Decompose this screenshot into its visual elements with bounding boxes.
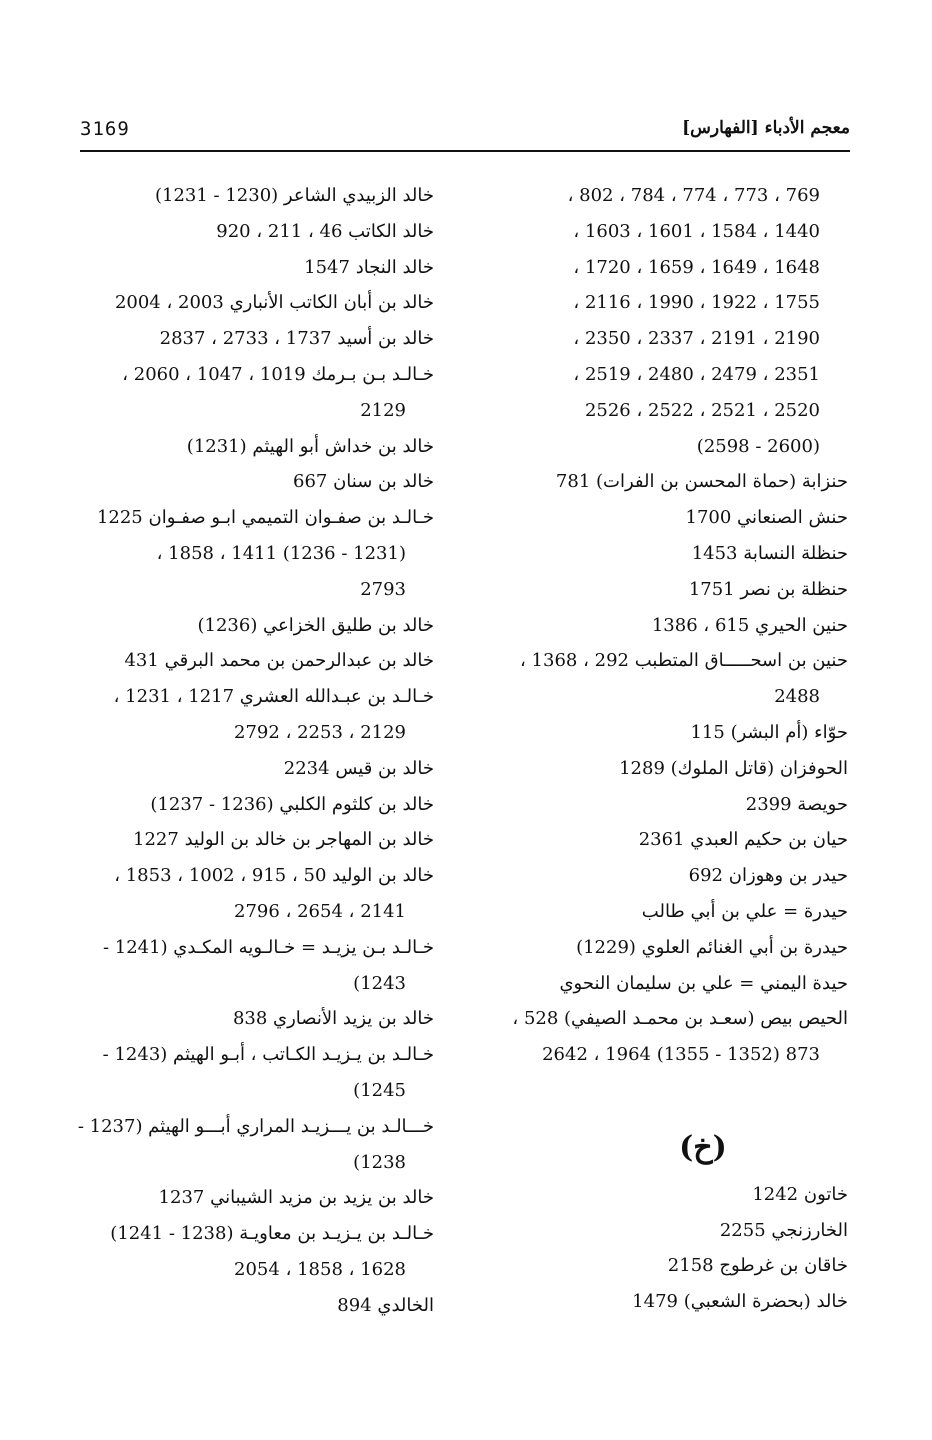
- index-entry: خالد الزبيدي الشاعر (1230 - 1231): [154, 185, 434, 206]
- index-entry: الخارزنجي 2255: [719, 1219, 848, 1241]
- index-entry: الحوفزان (قاتل الملوك) 1289: [619, 757, 848, 779]
- index-entry: حويصة 2399: [745, 793, 848, 815]
- index-entry: (2600 - 2598): [696, 435, 820, 457]
- index-entry: خالد بن يزيد بن مزيد الشيباني 1237: [158, 1187, 434, 1209]
- index-entry: خالد الكاتب 46 ، 211 ، 920: [216, 220, 434, 242]
- index-column-right: [494, 178, 848, 1320]
- index-entry: 2141 ، 2654 ، 2796: [234, 900, 406, 922]
- index-entry: خالد بن خداش أبو الهيثم (1231): [186, 435, 434, 457]
- header-rule: [80, 150, 850, 152]
- index-entry: 1440 ، 1584 ، 1601 ، 1603 ،: [573, 220, 820, 242]
- index-entry: 873 (1352 - 1355) 1964 ، 2642: [542, 1044, 820, 1066]
- index-entry: الخالدي 894: [337, 1294, 434, 1316]
- index-entry: حوّاء (أم البشر) 115: [690, 721, 848, 743]
- index-entry: خالد بن كلثوم الكلبي (1236 - 1237): [150, 793, 434, 815]
- index-entry: 1648 ، 1649 ، 1659 ، 1720 ،: [573, 256, 820, 278]
- index-entry: خالد النجاد 1547: [304, 256, 434, 278]
- index-entry: (1231 - 1236) 1411 ، 1858 ،: [156, 542, 406, 564]
- index-entry: خالد بن أسيد 1737 ، 2733 ، 2837: [159, 328, 434, 350]
- index-entry: الحيص بيص (سعـد بن محمـد الصيفي) 528 ،: [512, 1008, 848, 1030]
- index-entry: 1755 ، 1922 ، 1990 ، 2116 ،: [573, 292, 820, 314]
- page-header: [80, 118, 850, 150]
- index-entry: 2520 ، 2521 ، 2522 ، 2526: [584, 399, 820, 421]
- index-entry: 2129 ، 2253 ، 2792: [234, 721, 406, 743]
- index-entry: خـالـد بن يـزيـد الكـاتب ، أبـو الهيثم (1243 -: [102, 1044, 434, 1066]
- page-number: 3169: [80, 118, 130, 140]
- index-entry: خـالـد بن يـزيـد بن معاويـة (1238 - 1241): [110, 1223, 434, 1245]
- index-entry: خالد بن المهاجر بن خالد بن الوليد 1227: [133, 829, 434, 851]
- index-entry: خالد بن عبدالرحمن بن محمد البرقي 431: [124, 650, 434, 672]
- index-entry: خالد بن أبان الكاتب الأنباري 2003 ، 2004: [114, 292, 434, 314]
- index-entry: خاقان بن غرطوج 2158: [667, 1255, 848, 1277]
- index-entry: 1628 ، 1858 ، 2054: [234, 1258, 406, 1280]
- index-entry: حيان بن حكيم العبدي 2361: [638, 829, 848, 851]
- index-entry: حنظلة النسابة 1453: [691, 542, 848, 564]
- index-entry: خـــالـد بن يـــزيـد المراري أبـــو الهيثم (1237 -: [77, 1115, 434, 1137]
- section-letter-heading: (خ): [679, 1129, 727, 1165]
- index-entry: 2488: [774, 686, 820, 708]
- index-entry: حنين بن اسحـــــاق المتطبب 292 ، 1368 ،: [520, 650, 848, 672]
- index-entry: خالد (بحضرة الشعبي) 1479: [632, 1291, 848, 1313]
- index-entry: حيدرة = علي بن أبي طالب: [641, 900, 848, 922]
- index-entry: خـالـد بن عبـدالله العشري 1217 ، 1231 ،: [113, 686, 434, 708]
- index-entry: 2129: [360, 399, 406, 421]
- index-entry: خالد بن قيس 2234: [283, 757, 434, 779]
- index-entry: حنش الصنعاني 1700: [685, 507, 848, 529]
- index-entry: خالد بن يزيد الأنصاري 838: [232, 1008, 434, 1030]
- index-entry: حيدر بن وهوزان 692: [688, 865, 848, 887]
- index-entry: 1238): [353, 1151, 406, 1173]
- index-entry: 2351 ، 2479 ، 2480 ، 2519 ،: [573, 363, 820, 385]
- index-entry: حنين الحيري 615 ، 1386: [651, 614, 848, 636]
- index-entry: 1243): [353, 972, 406, 994]
- index-entry: حنظلة بن نصر 1751: [688, 578, 848, 600]
- index-entry: خالد بن طليق الخزاعي (1236): [197, 614, 434, 636]
- index-entry: حيدة اليمني = علي بن سليمان النحوي: [559, 972, 848, 994]
- index-entry: 2190 ، 2191 ، 2337 ، 2350 ،: [573, 328, 820, 350]
- index-entry: حيدرة بن أبي الغنائم العلوي (1229): [576, 936, 848, 958]
- index-column-left: [77, 178, 434, 1324]
- index-entry: حنزابة (حماة المحسن بن الفرات) 781: [555, 471, 848, 493]
- index-entry: 2793: [360, 578, 406, 600]
- index-entry: 769 ، 773 ، 774 ، 784 ، 802 ،: [567, 185, 820, 206]
- index-entry: خاتون 1242: [752, 1183, 848, 1205]
- index-entry: خـالـد بـن بـرمك 1019 ، 1047 ، 2060 ،: [122, 363, 434, 385]
- running-title: معجم الأدباء [الفهارس]: [682, 118, 850, 138]
- index-entry: 1245): [353, 1079, 406, 1101]
- index-entry: خـالـد بـن يزيـد = خـالـويه المكـدي (1241 -: [102, 936, 434, 958]
- index-entry: خـالـد بن صفـوان التميمي ابـو صفـوان 1225: [96, 507, 434, 529]
- index-entry: خالد بن سنان 667: [293, 471, 434, 493]
- index-entry: خالد بن الوليد 50 ، 915 ، 1002 ، 1853 ،: [114, 865, 434, 887]
- section-spacer: [494, 1073, 848, 1109]
